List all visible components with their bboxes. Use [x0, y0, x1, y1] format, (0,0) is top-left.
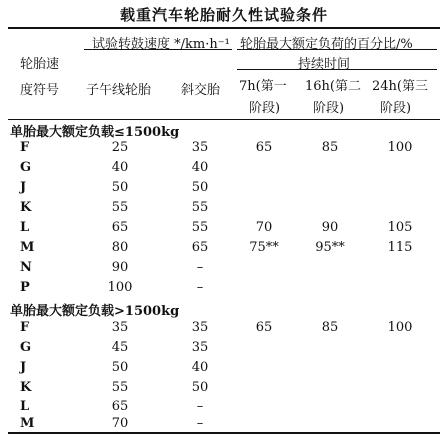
bias-speed: 35: [191, 320, 209, 335]
radial-speed: 100: [107, 280, 133, 295]
bias-speed: 40: [191, 360, 209, 375]
group1-label: 单胎最大额定负载≤1500kg: [10, 125, 180, 140]
radial-speed: 45: [111, 340, 129, 355]
bias-speed: –: [196, 416, 204, 431]
radial-speed: 25: [111, 140, 129, 155]
bias-speed: 55: [191, 220, 209, 235]
bias-speed: 55: [191, 200, 209, 215]
bias-speed: –: [196, 280, 204, 295]
speed-symbol-header-1: 轮胎速: [20, 57, 60, 72]
stage1-header-2: 阶段): [249, 101, 281, 116]
radial-header: 子午线轮胎: [86, 83, 152, 98]
radial-speed: 50: [111, 360, 129, 375]
table-title: 载重汽车轮胎耐久性试验条件: [119, 6, 328, 24]
load-stage2: 95**: [315, 240, 345, 255]
stage3-header-2: 阶段): [380, 101, 412, 116]
drum-speed-header: 试验转鼓速度 */km·h⁻¹: [92, 37, 230, 52]
bias-speed: 65: [191, 240, 209, 255]
load-stage3: 115: [387, 240, 413, 255]
stage2-header-2: 阶段): [313, 101, 345, 116]
load-stage2: 90: [321, 220, 339, 235]
radial-speed: 70: [111, 416, 129, 431]
bias-speed: 35: [191, 140, 209, 155]
radial-speed: 40: [111, 160, 129, 175]
speed-symbol: L: [20, 220, 30, 235]
speed-symbol: M: [20, 240, 35, 255]
radial-speed: 35: [111, 320, 129, 335]
top-rule: [8, 27, 440, 29]
radial-speed: 55: [111, 200, 129, 215]
bias-speed: 35: [191, 340, 209, 355]
speed-symbol-header-2: 度符号: [20, 83, 60, 98]
load-stage1: 70: [255, 220, 273, 235]
bias-header: 斜交胎: [181, 83, 221, 98]
bottom-rule: [8, 432, 440, 434]
radial-speed: 80: [111, 240, 129, 255]
speed-symbol: P: [20, 280, 30, 295]
speed-symbol: J: [20, 360, 27, 375]
radial-speed: 50: [111, 180, 129, 195]
speed-symbol: K: [20, 380, 32, 395]
bias-speed: –: [196, 260, 204, 275]
load-stage3: 105: [387, 220, 413, 235]
bias-speed: 40: [191, 160, 209, 175]
group2-label: 单胎最大额定负载>1500kg: [10, 304, 180, 319]
stage3-header-1: 24h(第三: [372, 79, 428, 94]
speed-symbol: G: [20, 160, 32, 175]
header-bottom-rule: [8, 119, 440, 120]
load-stage2: 85: [321, 140, 339, 155]
radial-speed: 55: [111, 380, 129, 395]
speed-symbol: N: [20, 260, 32, 275]
load-stage1: 75**: [249, 240, 279, 255]
speed-symbol: J: [20, 180, 27, 195]
radial-speed: 65: [111, 399, 129, 414]
load-stage2: 85: [321, 320, 339, 335]
speed-symbol: G: [20, 340, 32, 355]
load-percent-header: 轮胎最大额定负荷的百分比/%: [240, 37, 413, 52]
speed-symbol: F: [20, 140, 30, 155]
radial-speed: 65: [111, 220, 129, 235]
load-stage3: 100: [387, 320, 413, 335]
bias-speed: 50: [191, 180, 209, 195]
load-stage1: 65: [255, 320, 273, 335]
bias-speed: –: [196, 399, 204, 414]
duration-header: 持续时间: [298, 57, 351, 72]
bias-speed: 50: [191, 380, 209, 395]
speed-symbol: L: [20, 399, 30, 414]
load-stage1: 65: [255, 140, 273, 155]
speed-symbol: F: [20, 320, 30, 335]
radial-speed: 90: [111, 260, 129, 275]
speed-symbol: K: [20, 200, 32, 215]
speed-symbol: M: [20, 416, 35, 431]
stage2-header-1: 16h(第二: [305, 79, 361, 94]
stage1-header-1: 7h(第一: [239, 79, 287, 94]
load-stage3: 100: [387, 140, 413, 155]
